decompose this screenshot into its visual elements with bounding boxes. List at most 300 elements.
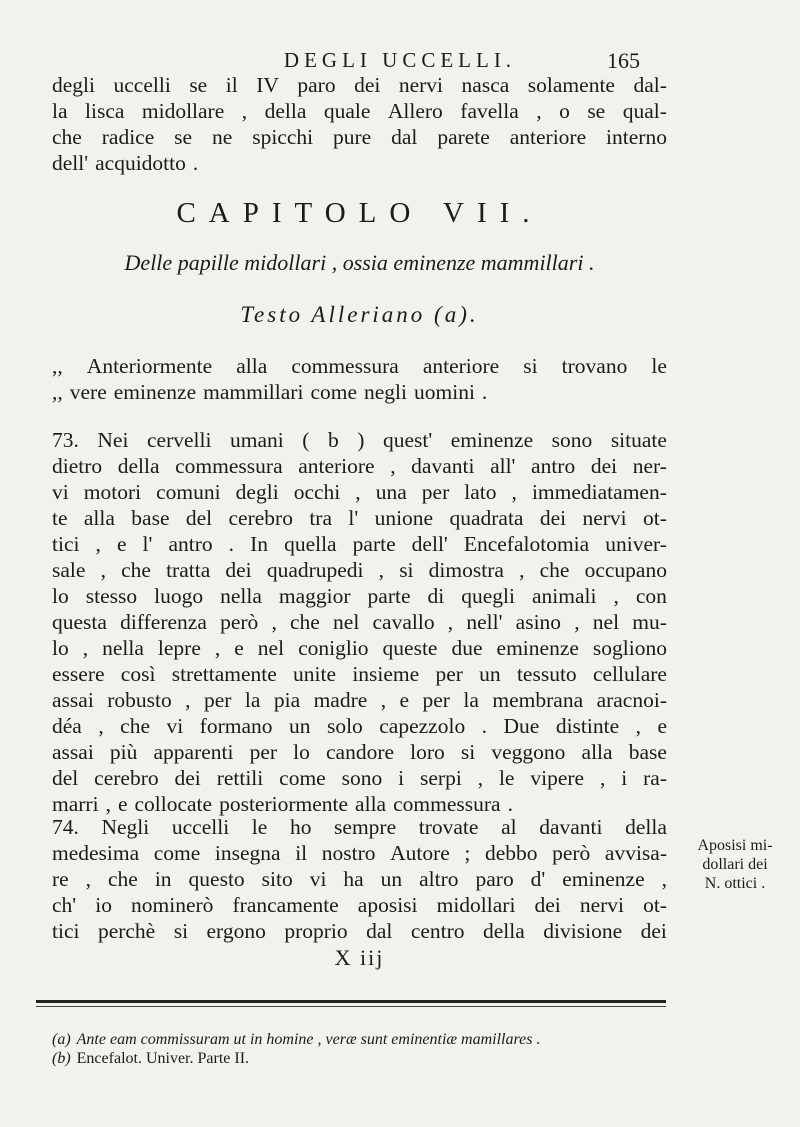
word: e — [399, 688, 410, 712]
margin-note-line: dollari dei — [702, 856, 768, 873]
word: trovate — [418, 815, 479, 839]
word: e — [657, 714, 667, 738]
word: membrana — [492, 688, 584, 712]
word: lo — [293, 740, 310, 764]
word: ) — [357, 428, 365, 452]
word: commessura — [291, 354, 399, 378]
text-line — [52, 353, 667, 379]
word: 74. — [52, 815, 79, 839]
word: motori — [83, 480, 142, 504]
word: midollari — [436, 893, 516, 917]
word: lato — [464, 480, 497, 504]
word: che — [108, 867, 138, 891]
word: sono — [551, 428, 593, 452]
word: però — [552, 841, 591, 865]
word: dal — [391, 125, 418, 149]
text-line — [52, 866, 667, 892]
word: coniglio — [298, 636, 369, 660]
word: antro — [531, 454, 576, 478]
word: eminenze — [496, 636, 579, 660]
word: francamente — [232, 893, 339, 917]
word: però — [220, 610, 259, 634]
word: anteriore — [298, 454, 375, 478]
word: insieme — [352, 662, 420, 686]
word: che — [290, 610, 320, 634]
word: debbo — [484, 841, 538, 865]
word: e — [234, 636, 244, 660]
word: nasca — [461, 73, 510, 97]
word: , — [599, 766, 606, 790]
word: , — [477, 766, 484, 790]
word: per — [421, 480, 450, 504]
word: base — [628, 740, 667, 764]
word: altro — [419, 867, 459, 891]
word: un — [288, 714, 311, 738]
word: antro — [168, 532, 213, 556]
word: . — [507, 792, 513, 816]
word: la — [463, 688, 479, 712]
word: eminenze — [450, 428, 534, 452]
word: animali — [532, 584, 597, 608]
word: per — [422, 688, 450, 712]
word: , — [241, 99, 248, 123]
word: per — [249, 740, 278, 764]
word: per — [435, 662, 463, 686]
word: commessura — [175, 454, 283, 478]
word: re — [52, 867, 69, 891]
word: sito — [261, 867, 293, 891]
word: ot- — [643, 506, 667, 530]
word: che — [539, 558, 570, 582]
word: nel — [257, 636, 285, 660]
text-line — [52, 609, 667, 635]
word: nel — [333, 610, 360, 634]
word: vi — [166, 714, 184, 738]
word: di — [427, 584, 445, 608]
word: maggior — [278, 584, 351, 608]
word: cervelli — [146, 428, 212, 452]
word: ( — [302, 428, 310, 452]
text-line — [52, 531, 667, 557]
word: , — [95, 532, 101, 556]
chapter-heading: CAPITOLO VII. — [176, 197, 543, 229]
word: radice — [101, 125, 155, 149]
word: , — [390, 454, 396, 478]
word: sogliono — [592, 636, 667, 660]
word: Nei — [97, 428, 129, 452]
word: e — [116, 532, 127, 556]
footnote-a — [52, 1030, 672, 1049]
word: come — [153, 841, 201, 865]
word: quest' — [382, 428, 433, 452]
word: tessuto — [516, 662, 577, 686]
word: insegna — [214, 841, 281, 865]
word: avvisa- — [604, 841, 667, 865]
word: Anteriormente — [86, 354, 213, 378]
word: eminenze — [562, 867, 645, 891]
word: Autore — [390, 841, 450, 865]
word: tratta — [166, 558, 211, 582]
word: ho — [289, 815, 312, 839]
word: immediatamen- — [531, 480, 667, 504]
text-line — [52, 635, 667, 661]
word: ergono — [206, 919, 266, 943]
text-line — [52, 739, 667, 765]
word: medesima — [52, 841, 140, 865]
margin-note — [675, 836, 795, 893]
word: posteriormente — [219, 792, 349, 816]
word: cerebro — [228, 506, 293, 530]
footnote-b — [52, 1049, 672, 1068]
chapter-subtitle: Delle papille midollari , ossia eminenze mammillari . — [124, 250, 595, 275]
word: si — [523, 354, 538, 378]
word: solo — [326, 714, 363, 738]
word: , — [82, 636, 89, 660]
word: si — [460, 740, 476, 764]
word: trovano — [561, 354, 628, 378]
word: asino — [515, 610, 562, 634]
word: il — [225, 73, 238, 97]
word: dell' — [411, 532, 448, 556]
word: nell' — [466, 610, 503, 634]
word: tici — [52, 532, 80, 556]
text-line — [52, 379, 667, 405]
word: ha — [343, 867, 364, 891]
word: occupano — [584, 558, 667, 582]
word: eminenze — [113, 380, 197, 404]
word: differenza — [120, 610, 207, 634]
word: spicchi — [252, 125, 314, 149]
word: dei — [534, 893, 561, 917]
word: dei — [225, 558, 252, 582]
word: Encefalotomia — [463, 532, 590, 556]
word: , — [380, 688, 387, 712]
word: le — [651, 354, 667, 378]
word: tici — [52, 919, 80, 943]
word: del — [185, 506, 213, 530]
word: dei — [539, 506, 567, 530]
word: uccelli — [171, 815, 230, 839]
word: ch' — [52, 893, 77, 917]
text-line — [52, 427, 667, 453]
word: strettamente — [171, 662, 277, 686]
word: degli — [52, 73, 95, 97]
word: dal- — [633, 73, 667, 97]
text-line — [52, 505, 667, 531]
word: ,, — [52, 354, 63, 378]
quote-paragraph — [52, 353, 667, 405]
word: ot- — [643, 893, 667, 917]
word: favella — [460, 99, 519, 123]
word: i — [398, 766, 405, 790]
text-line — [52, 840, 667, 866]
word: acquidotto — [95, 151, 186, 175]
footnote-marker: (b) — [52, 1050, 71, 1067]
word: essere — [52, 662, 105, 686]
footnotes — [52, 1030, 672, 1068]
word: che — [52, 125, 82, 149]
word: cellulare — [592, 662, 667, 686]
word: , — [519, 558, 525, 582]
word: degli — [235, 480, 279, 504]
word: aracnoi- — [596, 688, 667, 712]
word: formano — [199, 714, 273, 738]
word: se — [189, 73, 208, 97]
word: dal — [366, 919, 393, 943]
word: o — [559, 99, 570, 123]
word: con — [635, 584, 667, 608]
word: per — [203, 688, 232, 712]
word: cavallo — [372, 610, 435, 634]
word: lepre — [157, 636, 201, 660]
word: se — [587, 99, 606, 123]
word: questa — [52, 610, 107, 634]
word: dei — [354, 73, 381, 97]
word: paro — [297, 73, 336, 97]
word: solamente — [527, 73, 615, 97]
word: si — [173, 919, 189, 943]
footnote-text: Encefalot. Univer. Parte II. — [76, 1050, 250, 1067]
word: qual- — [622, 99, 667, 123]
word: rettili — [216, 766, 264, 790]
word: dimostra — [428, 558, 504, 582]
word: l' — [348, 506, 359, 530]
word: distinte — [555, 714, 620, 738]
word: che — [121, 558, 151, 582]
word: negli — [364, 380, 407, 404]
word: vi — [309, 867, 327, 891]
section-heading: Testo Alleriano (a). — [240, 302, 479, 327]
word: della — [117, 454, 160, 478]
word: davanti — [539, 815, 603, 839]
signature-mark: X iij — [334, 945, 385, 970]
word: aposisi — [357, 893, 418, 917]
word: collocate — [134, 792, 213, 816]
word: comuni — [156, 480, 221, 504]
word: della — [483, 919, 525, 943]
word: un — [380, 867, 403, 891]
word: . — [481, 714, 488, 738]
word: la — [244, 688, 261, 712]
word: nostro — [321, 841, 376, 865]
word: te — [52, 506, 68, 530]
word: e — [117, 792, 128, 816]
word: . — [481, 380, 488, 404]
word: due — [451, 636, 483, 660]
word: il — [295, 841, 308, 865]
word: , — [185, 688, 191, 712]
word: si — [399, 558, 414, 582]
text-line — [52, 72, 667, 98]
word: dei — [640, 919, 667, 943]
text-line — [52, 661, 667, 687]
word: , — [613, 584, 619, 608]
word: capezzolo — [379, 714, 466, 738]
word: umani — [229, 428, 284, 452]
footnote-text: Ante eam commissuram ut in homine , veræ sunt eminentiæ mamillares . — [76, 1031, 541, 1048]
word: , — [355, 480, 361, 504]
word: uomini — [414, 380, 475, 404]
word: b — [327, 428, 339, 452]
word: commessura — [393, 792, 501, 816]
word: luogo — [154, 584, 204, 608]
word: un — [479, 662, 501, 686]
text-line — [52, 557, 667, 583]
word: . — [192, 151, 199, 175]
word: mu- — [632, 610, 667, 634]
word: queste — [382, 636, 438, 660]
word: apparenti — [153, 740, 234, 764]
word: , — [100, 558, 106, 582]
word: anteriore — [509, 125, 587, 149]
word: , — [214, 636, 221, 660]
word: assai — [52, 688, 94, 712]
word: situate — [610, 428, 667, 452]
word: come — [279, 766, 326, 790]
text-line — [52, 814, 667, 840]
word: perchè — [97, 919, 156, 943]
word: della — [625, 815, 667, 839]
word: uccelli — [113, 73, 171, 97]
word: unite — [293, 662, 337, 686]
word: parete — [437, 125, 490, 149]
word: alla — [83, 506, 115, 530]
text-line — [52, 687, 667, 713]
word: ner- — [632, 454, 667, 478]
word: robusto — [107, 688, 172, 712]
word: della — [264, 99, 307, 123]
word: madre — [313, 688, 368, 712]
word: più — [109, 740, 138, 764]
word: quella — [284, 532, 337, 556]
word: lo — [52, 636, 69, 660]
word: déa — [52, 714, 82, 738]
word: loro — [410, 740, 445, 764]
word: vipere — [530, 766, 585, 790]
word: ne — [212, 125, 233, 149]
page-number: 165 — [607, 48, 640, 73]
word: proprio — [284, 919, 348, 943]
word: pia — [273, 688, 301, 712]
text-line — [52, 124, 667, 150]
word: io — [95, 893, 112, 917]
word: così — [120, 662, 156, 686]
word: assai — [52, 740, 94, 764]
word: quadrupedi — [266, 558, 364, 582]
word: dei — [174, 766, 201, 790]
word: base — [131, 506, 170, 530]
text-line — [52, 713, 667, 739]
word: nella — [220, 584, 262, 608]
word: tra — [309, 506, 332, 530]
word: una — [375, 480, 407, 504]
word: quadrata — [449, 506, 524, 530]
word: ,, — [52, 380, 63, 404]
text-line — [52, 918, 667, 944]
text-line — [52, 453, 667, 479]
word: dietro — [52, 454, 103, 478]
word: anteriore — [422, 354, 500, 378]
word: candore — [326, 740, 395, 764]
word: univer- — [605, 532, 667, 556]
word: , — [85, 867, 92, 891]
word: dell' — [52, 151, 89, 175]
word: , — [635, 714, 641, 738]
running-head — [0, 48, 800, 74]
word: le — [498, 766, 515, 790]
word: nel — [592, 610, 620, 634]
word: divisione — [543, 919, 623, 943]
word: serpi — [420, 766, 462, 790]
word: , — [661, 867, 667, 891]
word: stesso — [85, 584, 138, 608]
word: la — [52, 99, 68, 123]
word: del — [52, 766, 79, 790]
text-line — [52, 479, 667, 505]
word: nominerò — [131, 893, 214, 917]
word: Allero — [387, 99, 443, 123]
word: alla — [236, 354, 268, 378]
word: parte — [367, 584, 411, 608]
word: parte — [352, 532, 396, 556]
text-line — [52, 98, 667, 124]
text-line — [52, 150, 667, 176]
word: i — [621, 766, 628, 790]
word: l' — [142, 532, 153, 556]
word: all' — [490, 454, 516, 478]
word: sono — [341, 766, 383, 790]
word: Negli — [101, 815, 150, 839]
word: midollare — [141, 99, 225, 123]
word: come — [310, 380, 357, 404]
word: interno — [606, 125, 667, 149]
margin-note-line: Aposisi mi- — [697, 837, 773, 854]
word: se — [174, 125, 193, 149]
word: pure — [333, 125, 372, 149]
word: , — [271, 610, 277, 634]
intro-paragraph — [52, 72, 667, 176]
word: centro — [410, 919, 465, 943]
word: sempre — [334, 815, 397, 839]
word: 73. — [52, 428, 79, 452]
word: vi — [52, 480, 69, 504]
word: lo — [52, 584, 69, 608]
word: mammillari — [203, 380, 304, 404]
word: paro — [475, 867, 514, 891]
word: , — [447, 610, 454, 634]
word: ; — [464, 841, 471, 865]
word: , — [105, 792, 111, 816]
word: alla — [581, 740, 613, 764]
word: , — [511, 480, 517, 504]
word: , — [536, 99, 542, 123]
word: questo — [188, 867, 245, 891]
word: nella — [102, 636, 144, 660]
word: nervi — [582, 506, 627, 530]
word: al — [501, 815, 517, 839]
word: alla — [355, 792, 387, 816]
word: davanti — [411, 454, 475, 478]
word: le — [251, 815, 268, 839]
word: vere — [69, 380, 107, 404]
word: sale — [52, 558, 86, 582]
word: marri — [52, 792, 99, 816]
paragraph-73 — [52, 427, 667, 817]
footnote-marker: (a) — [52, 1031, 71, 1048]
word: , — [574, 610, 580, 634]
footnote-rule-thin — [36, 1006, 666, 1007]
running-head-text: DEGLI UCCELLI. — [283, 48, 517, 72]
